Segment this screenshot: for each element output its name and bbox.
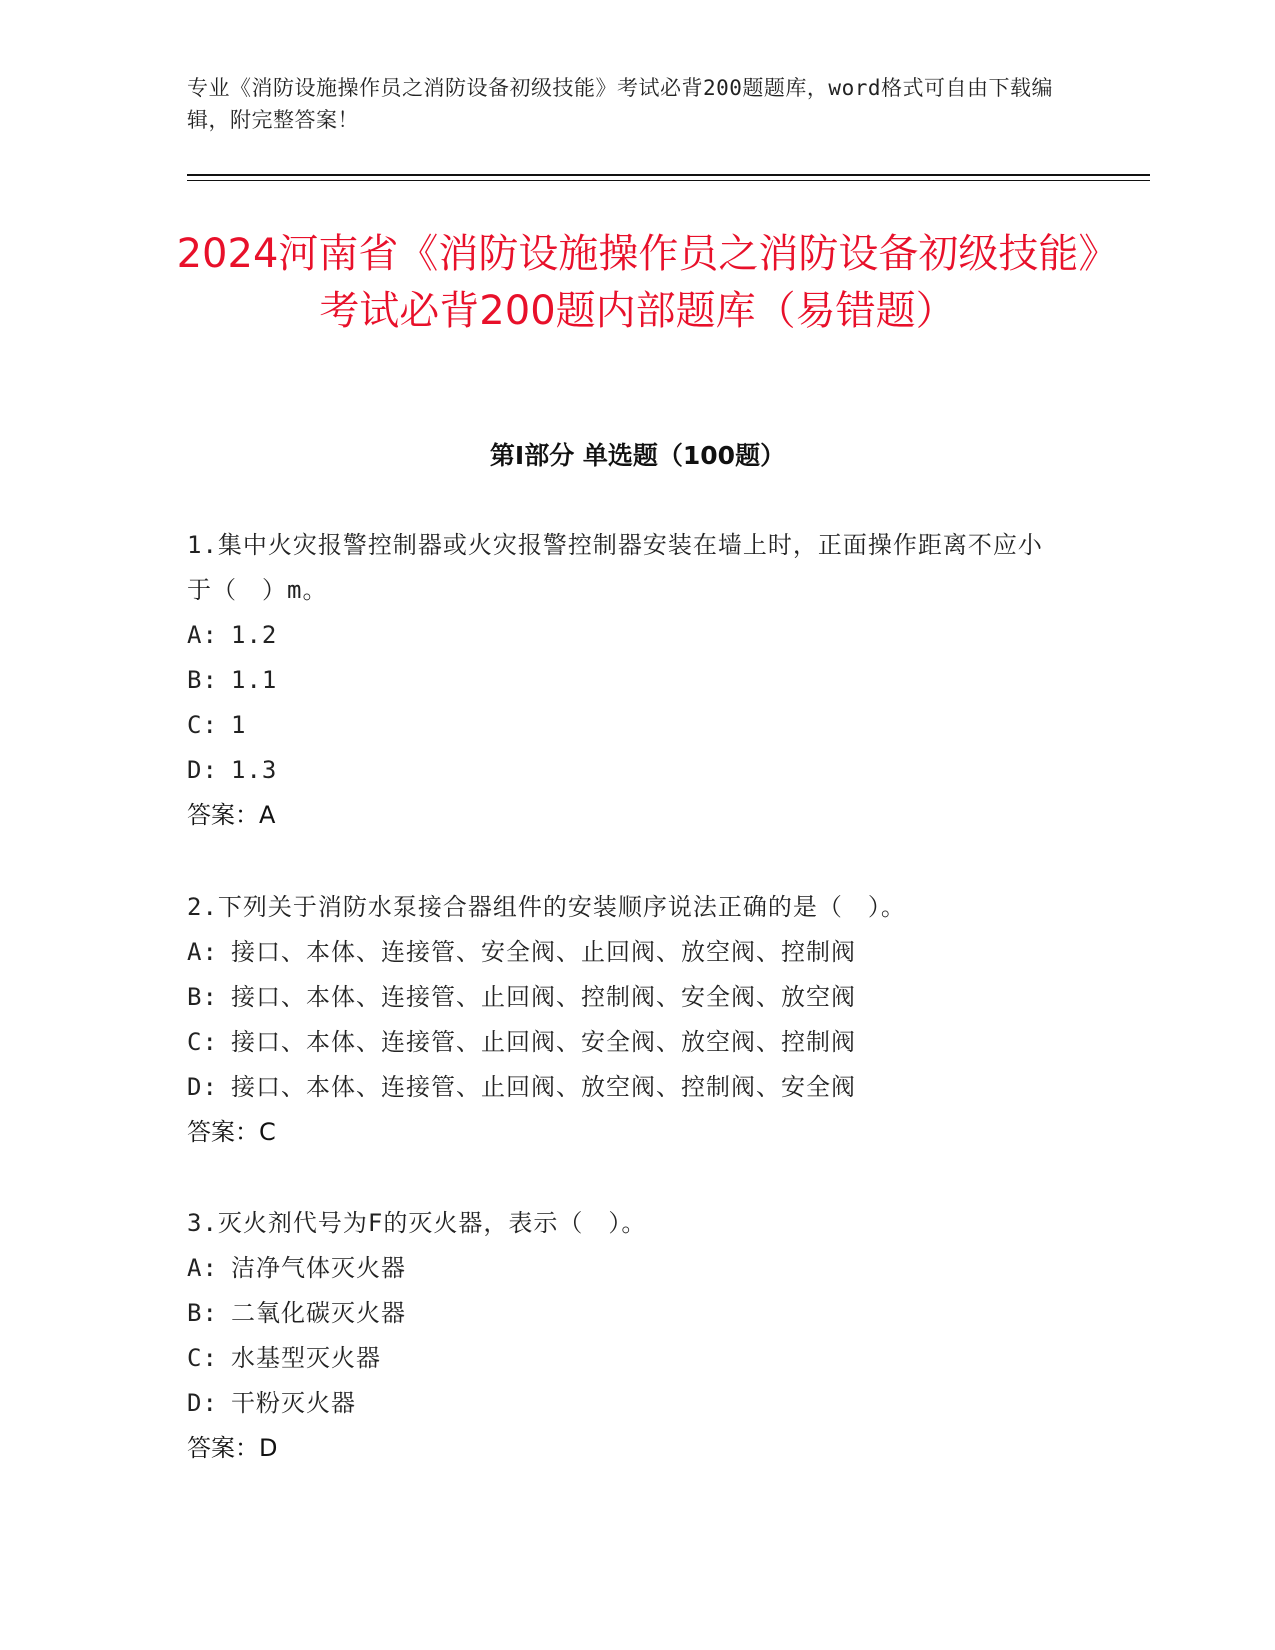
option-a <box>187 930 1067 975</box>
header-note: 专业《消防设施操作员之消防设备初级技能》考试必背200题题库，word格式可自由下载编辑，附完整答案！ <box>187 76 1053 132</box>
option-text: 二氧化碳灭火器 <box>231 1299 406 1327</box>
option-a <box>187 1246 1067 1291</box>
option-key: A: <box>187 938 218 966</box>
option-text: 接口、本体、连接管、安全阀、止回阀、放空阀、控制阀 <box>231 938 856 966</box>
option-c <box>187 703 1067 748</box>
document-title: 2024河南省《消防设施操作员之消防设备初级技能》考试必背200题内部题库（易错题） <box>176 231 1099 334</box>
option-key: C: <box>187 1344 218 1372</box>
option-text: 接口、本体、连接管、止回阀、放空阀、控制阀、安全阀 <box>231 1073 856 1101</box>
option-key: A: <box>187 1254 218 1282</box>
option-a <box>187 613 1067 658</box>
header-divider-thick <box>187 174 1150 176</box>
option-key: B: <box>187 1299 218 1327</box>
option-c <box>187 1020 1067 1065</box>
header-divider-thin <box>187 180 1150 181</box>
option-text: 洁净气体灭火器 <box>231 1254 406 1282</box>
option-key: A: <box>187 621 218 649</box>
option-key: D: <box>187 756 218 784</box>
option-d <box>187 1381 1067 1426</box>
answer-line: 答案：D <box>187 1434 278 1462</box>
option-text: 接口、本体、连接管、止回阀、控制阀、安全阀、放空阀 <box>231 983 856 1011</box>
option-key: B: <box>187 983 218 1011</box>
question-stem: 1.集中火灾报警控制器或火灾报警控制器安装在墙上时，正面操作距离不应小于（ ）m。 <box>187 531 1043 604</box>
option-b <box>187 975 1067 1020</box>
question-stem: 3.灭火剂代号为F的灭火器，表示（ ）。 <box>187 1209 647 1237</box>
option-text: 接口、本体、连接管、止回阀、安全阀、放空阀、控制阀 <box>231 1028 856 1056</box>
answer-line: 答案：C <box>187 1118 276 1146</box>
option-key: C: <box>187 711 218 739</box>
option-key: B: <box>187 666 218 694</box>
option-key: D: <box>187 1389 218 1417</box>
option-b <box>187 658 1067 703</box>
option-d <box>187 1065 1067 1110</box>
question-2 <box>187 885 1067 1155</box>
answer-line: 答案：A <box>187 801 276 829</box>
option-text: 1.3 <box>231 756 278 784</box>
option-key: D: <box>187 1073 218 1101</box>
option-text: 水基型灭火器 <box>231 1344 381 1372</box>
option-d <box>187 748 1067 793</box>
option-text: 1.1 <box>231 666 278 694</box>
option-text: 1.2 <box>231 621 278 649</box>
option-text: 1 <box>231 711 247 739</box>
section-title: 第Ⅰ部分 单选题（100题） <box>489 441 786 470</box>
option-key: C: <box>187 1028 218 1056</box>
question-stem: 2.下列关于消防水泵接合器组件的安装顺序说法正确的是（ ）。 <box>187 893 906 921</box>
option-text: 干粉灭火器 <box>231 1389 356 1417</box>
question-1 <box>187 523 1067 838</box>
question-3 <box>187 1201 1067 1471</box>
option-b <box>187 1291 1067 1336</box>
option-c <box>187 1336 1067 1381</box>
